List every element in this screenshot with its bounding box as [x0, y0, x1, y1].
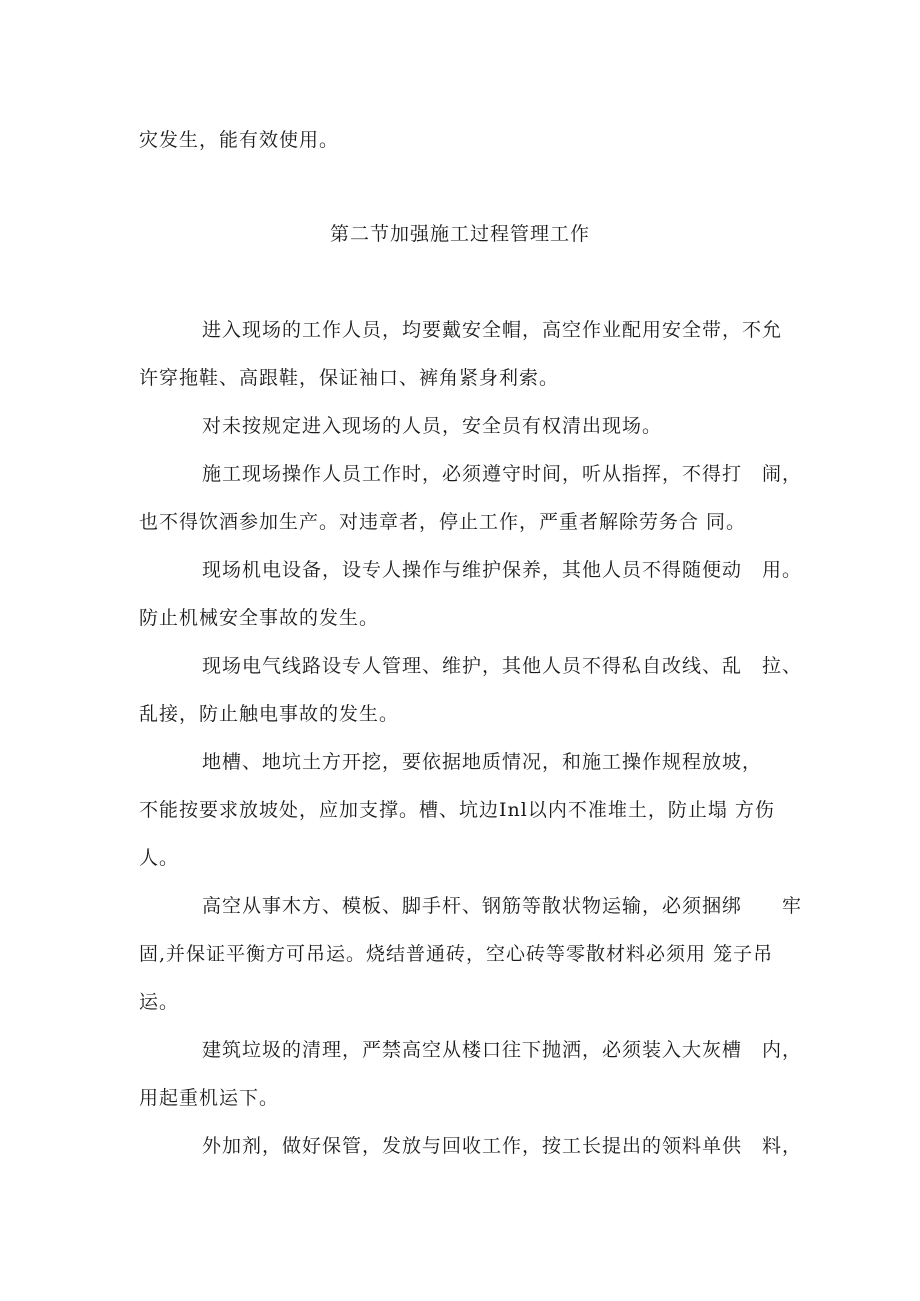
- text-line: 运。: [139, 991, 180, 1013]
- text-line: 固,并保证平衡方可吊运。烧结普通砖，空心砖等零散材料必须用 笼子吊: [139, 943, 774, 965]
- text-line: 人。: [139, 847, 180, 869]
- text-line: 用起重机运下。: [139, 1087, 280, 1109]
- text-line: 防止机械安全事故的发生。: [139, 607, 380, 629]
- text-line: 现场机电设备，设专人操作与维护保养，其他人员不得随便动 用。: [202, 559, 803, 581]
- text-line: 灾发生，能有效使用。: [139, 129, 340, 151]
- text-line: 建筑垃圾的清理，严禁高空从楼口往下抛洒，必须装入大灰槽 内，: [202, 1039, 803, 1061]
- text-line: 乱接，防止触电事故的发生。: [139, 703, 400, 725]
- text-line: 现场电气线路设专人管理、维护，其他人员不得私自改线、乱 拉、: [202, 655, 803, 677]
- text-line: 施工现场操作人员工作时，必须遵守时间，听从指挥，不得打 闹，: [202, 463, 803, 485]
- text-line: 外加剂，做好保管，发放与回收工作，按工长提出的领料单供 料，: [202, 1135, 803, 1157]
- text-line: 也不得饮酒参加生产。对违章者，停止工作，严重者解除劳务合 同。: [139, 511, 747, 533]
- text-line: 地槽、地坑土方开挖，要依据地质情况，和施工操作规程放坡，: [202, 751, 763, 773]
- text-line: 进入现场的工作人员，均要戴安全帽，高空作业配用安全带，不允: [202, 319, 783, 341]
- text-line: 不能按要求放坡处，应加支撑。槽、坑边Inl以内不准堆土，防止塌 方伤: [139, 799, 775, 821]
- section-heading: 第二节加强施工过程管理工作: [329, 223, 590, 245]
- text-line: 高空从事木方、模板、脚手杆、钢筋等散状物运输，必须捆绑 牢: [202, 895, 803, 917]
- text-line: 对未按规定进入现场的人员，安全员有权清出现场。: [202, 415, 663, 437]
- text-line: 许穿拖鞋、高跟鞋，保证袖口、裤角紧身利索。: [139, 367, 560, 389]
